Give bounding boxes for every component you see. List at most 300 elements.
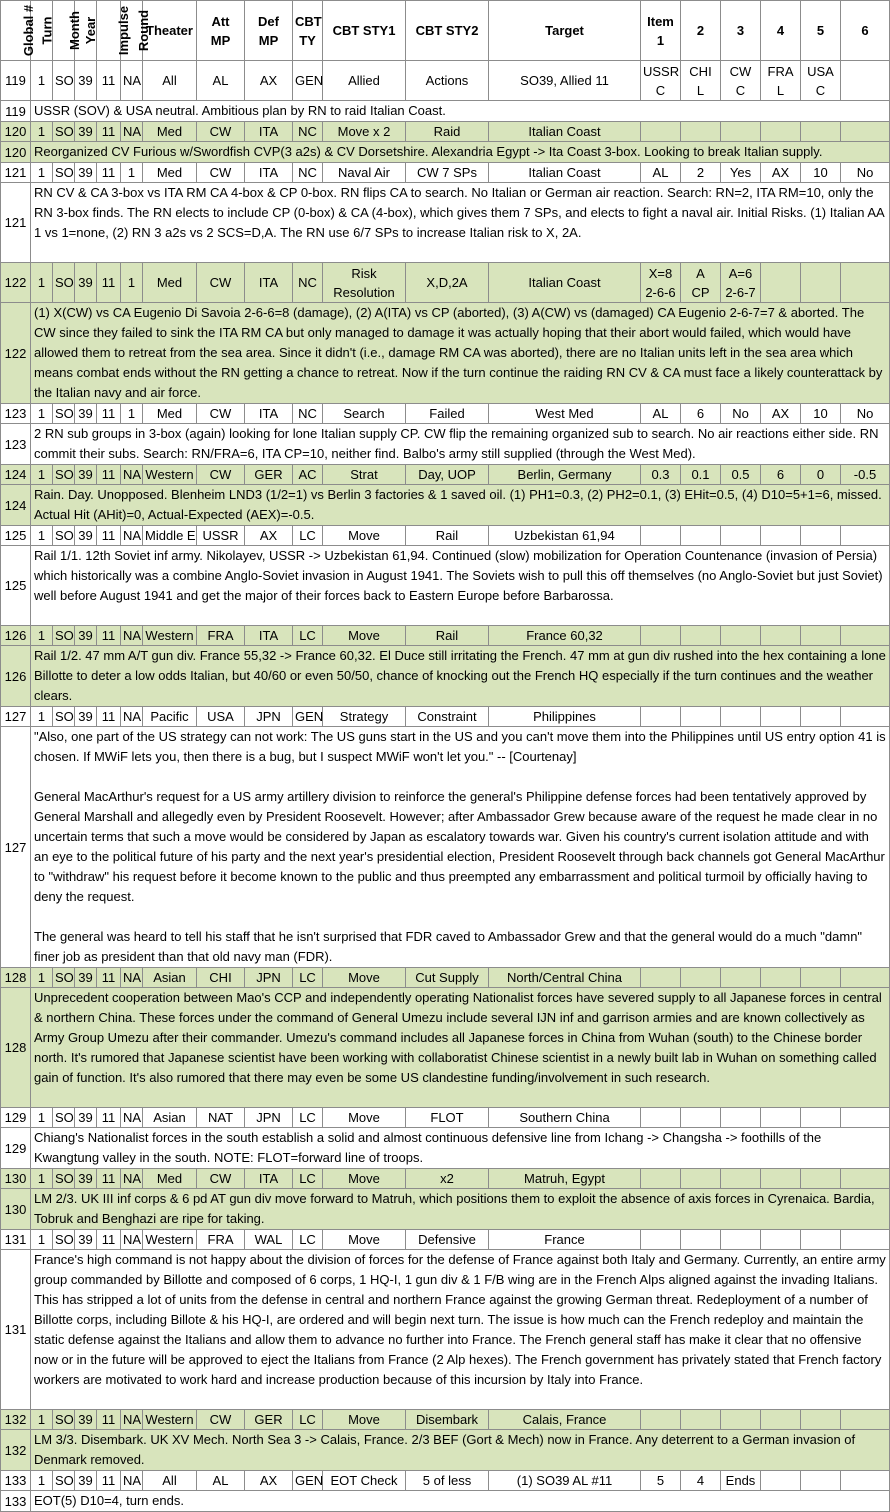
note-row [1,142,890,163]
note-paragraph: Chiang's Nationalist forces in the south establish a solid and almost continuous defensive line from Ichang -> Changsha -> foothills of the Kwangtung valley in the south. NOTE: FLOT=forward line of troops. [34,1130,822,1165]
item-6-cell [841,1410,890,1430]
cbt-sty2-cell: Actions [406,61,489,101]
global-id-cell: 119 [1,61,31,101]
header-year: Year [75,1,97,61]
att-mp-cell: CW [197,263,245,303]
impulse-cell: 11 [97,1169,121,1189]
att-mp-cell: USSR [197,526,245,546]
item-1-cell [641,122,681,142]
log-row [1,1230,890,1250]
theater-cell: Med [143,263,197,303]
log-row [1,1108,890,1128]
turn-cell: 1 [31,1471,53,1491]
item-1-cell: AL [641,163,681,183]
log-row [1,404,890,424]
cell-line: Resolution [333,284,395,300]
round-cell: NA [121,626,143,646]
note-paragraph: Rain. Day. Unopposed. Blenheim LND3 (1/2=1) vs Berlin 3 factories & 1 saved oil. (1) PH1=0.3, (2) PH2=0.1, (3) EHit=0.5, (4) D10=5+1=6, missed. Actual Hit (AHit)=0, Actual-Expected (AEX)=-0.5. [34,487,882,522]
note-text [31,727,890,968]
cbt-sty2-cell: Cut Supply [406,968,489,988]
log-row [1,61,890,101]
cell-line: CP [691,284,710,300]
item-4-cell [761,968,801,988]
target-cell: North/Central China [489,968,641,988]
theater-cell: Middle E [143,526,197,546]
note-row [1,1430,890,1471]
turn-cell: 1 [31,263,53,303]
theater-cell: Pacific [143,707,197,727]
header-item-3: 3 [721,1,761,61]
item-3-cell [721,968,761,988]
global-id-cell: 125 [1,526,31,546]
cbt-type-cell: LC [293,1230,323,1250]
impulse-cell: 11 [97,707,121,727]
item-4-cell [761,526,801,546]
att-mp-cell: CW [197,1169,245,1189]
cbt-sty1-cell: Move [323,626,406,646]
note-row [1,646,890,707]
item-3-cell [721,707,761,727]
impulse-cell: 11 [97,465,121,485]
impulse-cell: 11 [97,404,121,424]
note-paragraph: France's high command is not happy about the division of forces for the defense of France against both Italy and Germany. Currently, an entire army group commanded by Billotte and composed of 6 corps, 1 HQ-I, 1 gun div & 1 F/B wing are in the French Alps aligned against the invading Italians. This has stripped a lot of units from the defense in central and northern France against the growing German threat. Redeployment of a number of Billotte corps, including Billote & his HQ-I, are ordered and will begin next turn. The issue is how much can the French redeploy and maintain the static defense against the Italians and allow them to advance no further into France. The French general staff has make it clear that no offensive now or in the future will be approved to eject the Italians from France (2 Alp hexes). The French government has privately stated that French factory workers are motivated to work hard and increase production because of this incursion by Italy into France. [34,1252,886,1387]
target-cell: Uzbekistan 61,94 [489,526,641,546]
impulse-cell: 11 [97,1471,121,1491]
item-3-cell: Yes [721,163,761,183]
cbt-type-cell: LC [293,1410,323,1430]
item-3-cell [721,61,761,101]
round-cell: NA [121,465,143,485]
global-id-cell: 131 [1,1250,31,1410]
item-6-cell: No [841,404,890,424]
item-5-cell [801,626,841,646]
note-paragraph: RN CV & CA 3-box vs ITA RM CA 4-box & CP 0-box. RN flips CA to search. No Italian or German air reaction. Search: RN=2, ITA RM=10, only the RN 3-box finds. The RN elects to include CP (0-box) & CA (4-box), which gives them 7 SPs, and elects to fight a naval air. Initial Risks. (1) Italian AA 1 vs 1=none, (2) RN 3 a2s vs 2 SCS=D,A. The RN use 6/7 SPs to increase Italian risk to X, 2A. [34,185,884,240]
def-mp-cell: AX [245,526,293,546]
cell-line: A=6 [728,265,753,281]
year-cell: 39 [75,465,97,485]
year-cell: 39 [75,707,97,727]
note-paragraph: Reorganized CV Furious w/Swordfish CVP(3 a2s) & CV Dorsetshire. Alexandria Egypt -> Ita Coast 3-box. Looking to break Italian supply. [34,144,823,159]
def-mp-cell: ITA [245,163,293,183]
log-body [1,61,890,1512]
global-id-cell: 127 [1,727,31,968]
cbt-sty1-cell: EOT Check [323,1471,406,1491]
global-id-cell: 128 [1,988,31,1108]
target-cell: Italian Coast [489,263,641,303]
year-cell: 39 [75,163,97,183]
item-2-cell [681,1108,721,1128]
item-3-cell [721,526,761,546]
month-cell: SO [53,122,75,142]
impulse-cell: 11 [97,122,121,142]
header-def-mp: Def MP [245,1,293,61]
att-mp-cell: CW [197,404,245,424]
year-cell: 39 [75,1471,97,1491]
att-mp-cell: FRA [197,626,245,646]
item-4-cell [761,1230,801,1250]
note-text [31,1491,890,1512]
cbt-sty2-cell: Failed [406,404,489,424]
item-6-cell [841,707,890,727]
round-cell: NA [121,526,143,546]
turn-cell: 1 [31,61,53,101]
item-4-cell [761,1108,801,1128]
item-3-cell [721,1410,761,1430]
cbt-sty1-cell: Move [323,1169,406,1189]
item-6-cell [841,263,890,303]
item-2-cell [681,526,721,546]
def-mp-cell: AX [245,61,293,101]
header-att-mp: Att MP [197,1,245,61]
round-cell: NA [121,707,143,727]
round-cell: NA [121,122,143,142]
note-paragraph: USSR (SOV) & USA neutral. Ambitious plan by RN to raid Italian Coast. [34,103,446,118]
target-cell: France 60,32 [489,626,641,646]
cbt-sty2-cell: 5 of less [406,1471,489,1491]
note-row [1,1189,890,1230]
header-target: Target [489,1,641,61]
item-4-cell [761,626,801,646]
att-mp-cell: USA [197,707,245,727]
global-id-cell: 133 [1,1491,31,1512]
def-mp-cell: JPN [245,968,293,988]
item-6-cell [841,968,890,988]
item-2-cell [681,968,721,988]
item-4-cell [761,263,801,303]
item-2-cell: 6 [681,404,721,424]
month-cell: SO [53,1230,75,1250]
global-id-cell: 126 [1,626,31,646]
turn-cell: 1 [31,404,53,424]
item-5-cell [801,1108,841,1128]
item-6-cell [841,626,890,646]
round-cell: NA [121,61,143,101]
item-5-cell [801,1169,841,1189]
global-id-cell: 120 [1,122,31,142]
note-text [31,1128,890,1169]
def-mp-cell: GER [245,1410,293,1430]
cbt-sty1-cell: Move x 2 [323,122,406,142]
def-mp-cell: ITA [245,122,293,142]
note-text [31,988,890,1108]
item-1-cell [641,968,681,988]
log-row [1,526,890,546]
item-2-cell [681,1230,721,1250]
cbt-type-cell: GEN [293,61,323,101]
note-text [31,1250,890,1410]
target-cell: Italian Coast [489,122,641,142]
global-id-cell: 122 [1,303,31,404]
year-cell: 39 [75,968,97,988]
item-5-cell [801,1410,841,1430]
att-mp-cell: FRA [197,1230,245,1250]
month-cell: SO [53,526,75,546]
note-text [31,142,890,163]
log-row [1,1471,890,1491]
cbt-type-cell: LC [293,526,323,546]
att-mp-cell: AL [197,1471,245,1491]
cbt-type-cell: LC [293,968,323,988]
item-2-cell: 2 [681,163,721,183]
turn-cell: 1 [31,968,53,988]
global-id-cell: 132 [1,1430,31,1471]
global-id-cell: 125 [1,546,31,626]
item-1-cell [641,526,681,546]
item-6-cell: -0.5 [841,465,890,485]
att-mp-cell: AL [197,61,245,101]
note-paragraph: "Also, one part of the US strategy can not work: The US guns start in the US and you can't move them into the Philippines until US entry option 41 is chosen. If MWiF lets you, then there is a bug, but I suspect MWiF won't let you." -- [Courtenay] [34,729,886,764]
item-6-cell [841,1230,890,1250]
item-4-cell [761,1169,801,1189]
log-row [1,1410,890,1430]
cbt-sty1-cell: Move [323,526,406,546]
cbt-sty1-cell: Move [323,1410,406,1430]
cbt-sty1-cell: Naval Air [323,163,406,183]
cbt-type-cell: NC [293,163,323,183]
month-cell: SO [53,465,75,485]
item-2-cell [681,707,721,727]
item-5-cell [801,61,841,101]
theater-cell: Western [143,465,197,485]
theater-cell: Western [143,626,197,646]
log-row [1,626,890,646]
log-row [1,1169,890,1189]
item-2-cell [681,626,721,646]
item-3-cell [721,122,761,142]
global-id-cell: 119 [1,101,31,122]
header-round: Round [121,1,143,61]
year-cell: 39 [75,1410,97,1430]
round-cell: NA [121,968,143,988]
impulse-cell: 11 [97,1230,121,1250]
turn-cell: 1 [31,707,53,727]
turn-cell: 1 [31,1108,53,1128]
cbt-sty1-cell: Search [323,404,406,424]
item-4-cell: AX [761,404,801,424]
cell-line: A [696,265,705,281]
global-id-cell: 130 [1,1189,31,1230]
note-paragraph: General MacArthur's request for a US army artillery division to reinforce the general's Philippine defense forces had been tentatively approved by General Marshall and allegedly even by President Roosevelt. However; after Ambassador Grew because aware of the request he made clear in no uncertain terms that such a move would be considered by Japan as escalatory towards war. Given his country's current isolation attitude and with an eye to the political future of his party and the next year's presidential election, President Roosevelt through back channels got General MacArthur to "withdraw" his request before it become known to the public and thus preempted any embarrassment and political turmoil by officially having to deny the request. [34,789,885,904]
cbt-sty1-cell: Strat [323,465,406,485]
note-text [31,303,890,404]
item-2-cell [681,263,721,303]
year-cell: 39 [75,626,97,646]
target-cell: SO39, Allied 11 [489,61,641,101]
note-row [1,727,890,968]
impulse-cell: 11 [97,1410,121,1430]
note-row [1,485,890,526]
round-cell: NA [121,1471,143,1491]
item-4-cell: 6 [761,465,801,485]
log-row [1,465,890,485]
global-id-cell: 121 [1,163,31,183]
global-id-cell: 123 [1,404,31,424]
month-cell: SO [53,1410,75,1430]
item-3-cell [721,263,761,303]
round-cell: NA [121,1108,143,1128]
note-text [31,424,890,465]
note-row [1,988,890,1108]
att-mp-cell: CW [197,465,245,485]
turn-cell: 1 [31,122,53,142]
def-mp-cell: ITA [245,263,293,303]
month-cell: SO [53,61,75,101]
impulse-cell: 11 [97,263,121,303]
cell-line: USSR [643,63,680,79]
item-1-cell: AL [641,404,681,424]
item-5-cell [801,263,841,303]
log-row [1,122,890,142]
def-mp-cell: GER [245,465,293,485]
cell-line: C [655,82,666,98]
global-id-cell: 133 [1,1471,31,1491]
impulse-cell: 11 [97,626,121,646]
def-mp-cell: ITA [245,626,293,646]
target-cell: Italian Coast [489,163,641,183]
cell-line: L [696,82,705,98]
item-5-cell: 10 [801,163,841,183]
month-cell: SO [53,404,75,424]
cbt-sty2-cell: Constraint [406,707,489,727]
cell-line: 2-6-7 [725,284,756,300]
cell-line: FRA [767,63,794,79]
att-mp-cell: CHI [197,968,245,988]
impulse-cell: 11 [97,163,121,183]
item-1-cell [641,1410,681,1430]
item-2-cell [681,1169,721,1189]
turn-cell: 1 [31,1169,53,1189]
item-6-cell: No [841,163,890,183]
header-theater: Theater [143,1,197,61]
theater-cell: Western [143,1230,197,1250]
theater-cell: Med [143,404,197,424]
note-text [31,1430,890,1471]
item-5-cell [801,1230,841,1250]
cbt-sty1-cell: Strategy [323,707,406,727]
note-text [31,646,890,707]
cbt-sty2-cell: Day, UOP [406,465,489,485]
month-cell: SO [53,1108,75,1128]
note-paragraph: LM 2/3. UK III inf corps & 6 pd AT gun div move forward to Matruh, which positions them to exploit the absence of axis forces in Cyrenaica. Bardia, Tobruk and Benghazi are ripe for taking. [34,1191,875,1226]
target-cell: (1) SO39 AL #11 [489,1471,641,1491]
item-6-cell [841,1169,890,1189]
cbt-type-cell: NC [293,263,323,303]
cbt-sty2-cell: X,D,2A [406,263,489,303]
note-paragraph: Rail 1/2. 47 mm A/T gun div. France 55,32 -> France 60,32. El Duce still irritating the French. 47 mm at gun div rushed into the hex containing a lone Billotte to deter a low odds Italian, but 40/60 or even 50/50, chance of knocking out the French HQ especially if the turn continues and the weather clears. [34,648,886,703]
impulse-cell: 11 [97,968,121,988]
item-4-cell [761,707,801,727]
cbt-sty2-cell: FLOT [406,1108,489,1128]
global-id-cell: 120 [1,142,31,163]
item-1-cell [641,61,681,101]
item-5-cell: 0 [801,465,841,485]
theater-cell: All [143,1471,197,1491]
item-5-cell: 10 [801,404,841,424]
log-row [1,968,890,988]
cbt-type-cell: LC [293,1169,323,1189]
item-5-cell [801,122,841,142]
note-row [1,546,890,626]
note-row [1,303,890,404]
log-row [1,163,890,183]
cbt-type-cell: LC [293,626,323,646]
item-2-cell [681,1410,721,1430]
item-4-cell [761,61,801,101]
cell-line: CHI [689,63,712,79]
att-mp-cell: CW [197,122,245,142]
global-id-cell: 130 [1,1169,31,1189]
turn-cell: 1 [31,465,53,485]
item-2-cell [681,61,721,101]
cell-line: X=8 [648,265,673,281]
year-cell: 39 [75,1230,97,1250]
target-cell: Southern China [489,1108,641,1128]
target-cell: France [489,1230,641,1250]
month-cell: SO [53,968,75,988]
turn-cell: 1 [31,626,53,646]
turn-cell: 1 [31,163,53,183]
header-item-1: Item 1 [641,1,681,61]
item-1-cell [641,1108,681,1128]
note-text [31,546,890,626]
item-1-cell: 5 [641,1471,681,1491]
note-row [1,1491,890,1512]
cbt-sty1-cell [323,263,406,303]
item-5-cell [801,968,841,988]
global-id-cell: 129 [1,1108,31,1128]
global-id-cell: 132 [1,1410,31,1430]
global-id-cell: 121 [1,183,31,263]
turn-cell: 1 [31,526,53,546]
cbt-type-cell: AC [293,465,323,485]
item-4-cell [761,1410,801,1430]
cbt-type-cell: LC [293,1108,323,1128]
global-id-cell: 124 [1,465,31,485]
global-id-cell: 122 [1,263,31,303]
cell-line: C [815,82,826,98]
global-id-cell: 128 [1,968,31,988]
year-cell: 39 [75,263,97,303]
def-mp-cell: AX [245,1471,293,1491]
month-cell: SO [53,1169,75,1189]
turn-cell: 1 [31,1230,53,1250]
note-text [31,1189,890,1230]
theater-cell: Med [143,1169,197,1189]
header-cbt-sty1: CBT STY1 [323,1,406,61]
item-3-cell [721,1169,761,1189]
att-mp-cell: NAT [197,1108,245,1128]
note-paragraph: EOT(5) D10=4, turn ends. [34,1493,184,1508]
round-cell: 1 [121,404,143,424]
round-cell: NA [121,1169,143,1189]
round-cell: 1 [121,263,143,303]
theater-cell: Western [143,1410,197,1430]
year-cell: 39 [75,1108,97,1128]
item-4-cell [761,122,801,142]
header-month: Month [53,1,75,61]
cell-line: 2-6-6 [645,284,676,300]
header-row [1,1,890,61]
year-cell: 39 [75,404,97,424]
cbt-type-cell: NC [293,404,323,424]
item-6-cell [841,122,890,142]
note-row [1,424,890,465]
theater-cell: Med [143,122,197,142]
month-cell: SO [53,163,75,183]
item-5-cell [801,1471,841,1491]
round-cell: NA [121,1230,143,1250]
item-5-cell [801,707,841,727]
